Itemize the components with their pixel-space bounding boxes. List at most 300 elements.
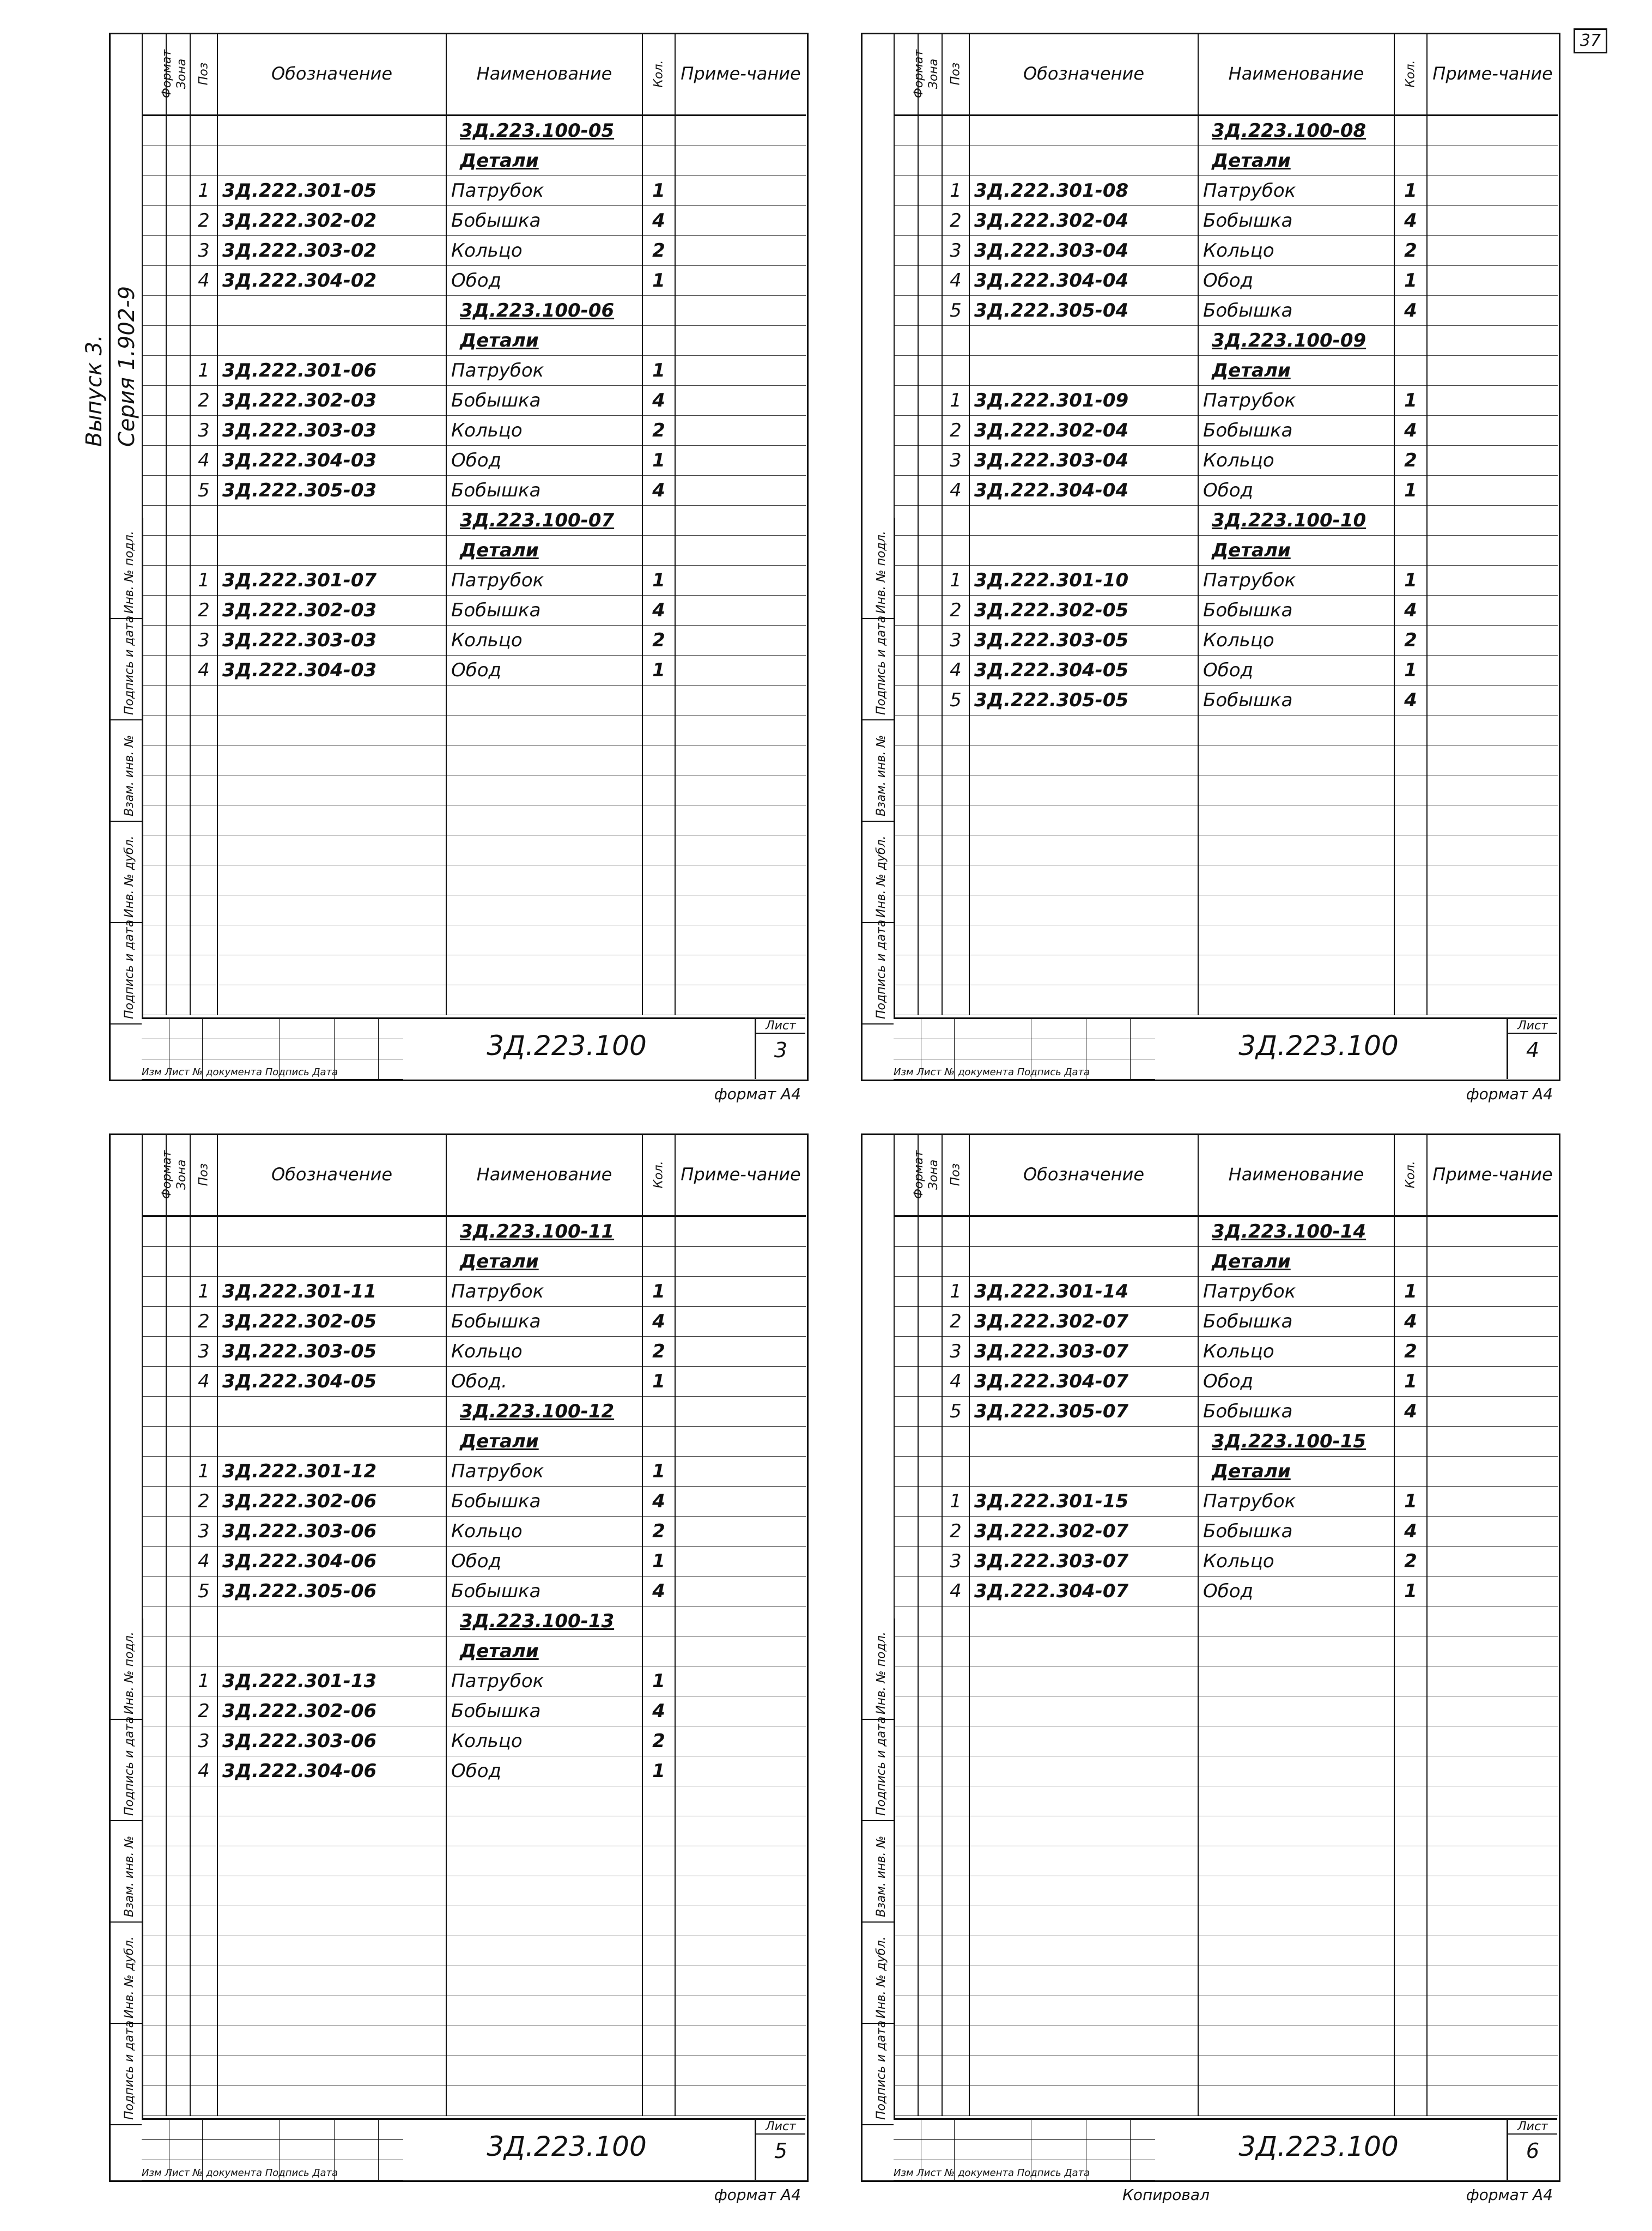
cell-note — [1427, 1487, 1558, 1517]
cell-pos — [190, 326, 217, 356]
cell-qty — [1394, 1936, 1427, 1966]
cell-note — [1427, 1367, 1558, 1397]
cell-designation — [969, 1876, 1198, 1906]
cell-pos — [942, 356, 969, 386]
cell-pos — [942, 1816, 969, 1846]
cell-note — [675, 895, 806, 925]
cell-format — [894, 1307, 918, 1337]
cell-note — [675, 1337, 806, 1367]
cell-zone — [166, 1936, 190, 1966]
cell-note — [675, 146, 806, 176]
table-row — [142, 1517, 806, 1547]
cell-pos — [942, 985, 969, 1015]
cell-designation — [969, 2026, 1198, 2056]
col-header-designation — [217, 33, 446, 116]
cell-name: 3Д.223.100-05 — [446, 116, 642, 146]
approval-cell — [109, 1923, 142, 2024]
cell-qty — [1394, 1696, 1427, 1726]
cell-zone — [918, 1277, 942, 1307]
approval-strip — [861, 518, 895, 1019]
cell-note — [1427, 656, 1558, 686]
cell-format — [142, 566, 166, 596]
cell-format — [894, 116, 918, 146]
cell-pos — [942, 835, 969, 865]
cell-note — [1427, 985, 1558, 1015]
revision-cell — [169, 2120, 203, 2139]
cell-note — [1427, 1786, 1558, 1816]
cell-zone — [918, 1397, 942, 1427]
cell-note — [1427, 925, 1558, 955]
cell-pos: 5 — [942, 296, 969, 326]
cell-qty: 4 — [1394, 686, 1427, 716]
cell-qty: 1 — [642, 656, 675, 686]
cell-designation — [969, 1216, 1198, 1247]
cell-name: Бобышка — [1198, 206, 1394, 236]
cell-name — [1198, 835, 1394, 865]
cell-format — [142, 1307, 166, 1337]
cell-note — [675, 1457, 806, 1487]
col-header-label: Наименование — [476, 1164, 612, 1185]
cell-name — [446, 1966, 642, 1996]
cell-note — [1427, 236, 1558, 266]
cell-designation — [217, 1397, 446, 1427]
cell-designation: 3Д.222.303-02 — [217, 236, 446, 266]
revision-cell — [142, 2140, 169, 2160]
cell-pos: 1 — [190, 356, 217, 386]
cell-format — [894, 656, 918, 686]
cell-designation — [969, 1636, 1198, 1666]
cell-name: Патрубок — [446, 1457, 642, 1487]
cell-zone — [166, 296, 190, 326]
cell-designation: 3Д.222.305-05 — [969, 686, 1198, 716]
table-row — [894, 865, 1558, 895]
cell-format — [894, 236, 918, 266]
table-row — [894, 1277, 1558, 1307]
cell-zone — [918, 686, 942, 716]
table-row — [142, 865, 806, 895]
cell-qty: 1 — [1394, 566, 1427, 596]
cell-pos — [942, 1666, 969, 1696]
table-row — [894, 266, 1558, 296]
approval-label: Инв. № подл. — [874, 531, 888, 614]
col-header-note — [1427, 33, 1558, 116]
cell-qty — [1394, 536, 1427, 566]
cell-designation: 3Д.222.302-04 — [969, 416, 1198, 446]
table-row — [142, 176, 806, 206]
cell-note — [675, 506, 806, 536]
cell-format — [894, 1756, 918, 1786]
cell-designation — [969, 1247, 1198, 1277]
cell-pos — [942, 1996, 969, 2026]
cell-pos: 3 — [942, 236, 969, 266]
approval-cell — [861, 2020, 894, 2125]
cell-qty — [642, 1876, 675, 1906]
cell-note — [675, 1666, 806, 1696]
cell-zone — [918, 206, 942, 236]
cell-qty: 2 — [1394, 1547, 1427, 1577]
cell-qty — [1394, 1906, 1427, 1936]
cell-qty: 1 — [642, 356, 675, 386]
cell-format — [142, 1876, 166, 1906]
cell-designation — [217, 1636, 446, 1666]
format-label: формат А4 — [1466, 1085, 1553, 1103]
table-row — [142, 386, 806, 416]
table-row — [894, 1517, 1558, 1547]
cell-note — [1427, 1247, 1558, 1277]
cell-pos — [190, 1216, 217, 1247]
cell-zone — [918, 1936, 942, 1966]
cell-format — [142, 326, 166, 356]
cell-zone — [918, 1696, 942, 1726]
cell-zone — [166, 176, 190, 206]
cell-name: Бобышка — [446, 1307, 642, 1337]
cell-designation — [969, 1906, 1198, 1936]
cell-note — [675, 835, 806, 865]
cell-name — [1198, 895, 1394, 925]
cell-note — [1427, 1547, 1558, 1577]
cell-qty: 1 — [1394, 1367, 1427, 1397]
col-header-label: Приме-чание — [1432, 1164, 1553, 1185]
col-header-format — [142, 1133, 174, 1216]
cell-pos — [942, 1427, 969, 1457]
cell-name: 3Д.223.100-11 — [446, 1216, 642, 1247]
table-row — [142, 1397, 806, 1427]
cell-name: Патрубок — [446, 1666, 642, 1696]
series-line-2: Серия 1.902-9 — [114, 286, 139, 447]
cell-name — [1198, 1816, 1394, 1846]
table-row — [142, 955, 806, 985]
cell-note — [675, 1247, 806, 1277]
cell-pos — [190, 1906, 217, 1936]
cell-qty — [642, 835, 675, 865]
cell-zone — [918, 1547, 942, 1577]
cell-format — [894, 1966, 918, 1996]
cell-note — [1427, 506, 1558, 536]
cell-pos — [942, 506, 969, 536]
cell-designation: 3Д.222.304-04 — [969, 476, 1198, 506]
table-row — [142, 1216, 806, 1247]
cell-qty — [1394, 1666, 1427, 1696]
approval-label: Взам. инв. № — [123, 735, 136, 816]
cell-note — [1427, 686, 1558, 716]
format-label: формат А4 — [714, 1085, 801, 1103]
col-header-qty — [1394, 33, 1427, 116]
spec-sheet-bottom-left — [109, 1133, 806, 2204]
col-header-label: Зона — [175, 1159, 189, 1190]
cell-format — [894, 2086, 918, 2116]
cell-qty — [1394, 1996, 1427, 2026]
cell-name — [446, 745, 642, 775]
col-header-label: Поз — [197, 62, 211, 85]
cell-note — [675, 955, 806, 985]
table-row — [142, 1966, 806, 1996]
cell-note — [1427, 1966, 1558, 1996]
cell-name: Обод — [1198, 1577, 1394, 1606]
cell-note — [1427, 1816, 1558, 1846]
cell-qty: 4 — [1394, 1517, 1427, 1547]
cell-designation — [969, 1666, 1198, 1696]
cell-designation — [217, 775, 446, 805]
cell-zone — [918, 296, 942, 326]
approval-label: Подпись и дата — [123, 2020, 136, 2120]
cell-name: Бобышка — [1198, 686, 1394, 716]
revision-row — [894, 1019, 1155, 1039]
revision-cell — [1031, 1039, 1086, 1059]
cell-note — [675, 1996, 806, 2026]
table-row — [894, 1397, 1558, 1427]
cell-format — [142, 865, 166, 895]
cell-qty — [1394, 2086, 1427, 2116]
table-row — [142, 895, 806, 925]
cell-name: Бобышка — [446, 1577, 642, 1606]
cell-name: Бобышка — [446, 206, 642, 236]
cell-name — [1198, 805, 1394, 835]
cell-name: Детали — [1198, 1247, 1394, 1277]
cell-name: Патрубок — [1198, 566, 1394, 596]
cell-zone — [166, 536, 190, 566]
cell-note — [675, 296, 806, 326]
cell-name: Обод — [1198, 656, 1394, 686]
cell-format — [142, 1936, 166, 1966]
cell-format — [894, 1216, 918, 1247]
cell-zone — [166, 1247, 190, 1277]
cell-pos — [942, 1726, 969, 1756]
table-row — [142, 1247, 806, 1277]
table-row — [142, 1816, 806, 1846]
table-row — [142, 2026, 806, 2056]
cell-name: 3Д.223.100-15 — [1198, 1427, 1394, 1457]
cell-format — [142, 476, 166, 506]
cell-zone — [166, 416, 190, 446]
cell-pos: 3 — [190, 236, 217, 266]
cell-name — [1198, 775, 1394, 805]
cell-qty — [642, 1966, 675, 1996]
cell-designation: 3Д.222.302-05 — [969, 596, 1198, 626]
cell-format — [894, 416, 918, 446]
cell-name — [1198, 1726, 1394, 1756]
cell-note — [1427, 626, 1558, 656]
cell-format — [142, 1457, 166, 1487]
cell-zone — [166, 716, 190, 745]
cell-note — [675, 985, 806, 1015]
cell-note — [1427, 775, 1558, 805]
sheet-label: Лист — [756, 2120, 805, 2135]
cell-format — [142, 805, 166, 835]
cell-format — [142, 416, 166, 446]
cell-designation — [969, 1996, 1198, 2026]
table-row — [142, 1756, 806, 1786]
cell-designation — [969, 1726, 1198, 1756]
cell-note — [675, 116, 806, 146]
table-row — [142, 626, 806, 656]
cell-name: Кольцо — [1198, 626, 1394, 656]
cell-note — [675, 626, 806, 656]
revision-cell — [203, 2120, 280, 2139]
cell-name — [446, 2086, 642, 2116]
cell-qty: 1 — [642, 176, 675, 206]
cell-designation — [217, 1816, 446, 1846]
cell-note — [1427, 835, 1558, 865]
cell-designation — [217, 716, 446, 745]
table-row — [894, 1577, 1558, 1606]
cell-designation — [969, 1786, 1198, 1816]
cell-pos: 4 — [190, 1756, 217, 1786]
revision-cell — [335, 2120, 379, 2139]
cell-format — [142, 745, 166, 775]
cell-qty: 4 — [642, 1307, 675, 1337]
cell-name: Детали — [1198, 146, 1394, 176]
table-row — [894, 1696, 1558, 1726]
table-row — [894, 1816, 1558, 1846]
cell-qty — [1394, 805, 1427, 835]
table-row — [142, 686, 806, 716]
table-row — [894, 506, 1558, 536]
cell-designation — [217, 1786, 446, 1816]
col-header-label: Зона — [927, 58, 941, 89]
table-row — [142, 1367, 806, 1397]
revision-cell — [955, 1039, 1031, 1059]
cell-designation: 3Д.222.304-06 — [217, 1547, 446, 1577]
cell-format — [142, 1666, 166, 1696]
cell-pos — [190, 1786, 217, 1816]
col-header-label: Обозначение — [1023, 63, 1145, 84]
cell-designation — [217, 1846, 446, 1876]
cell-format — [894, 2026, 918, 2056]
cell-format — [142, 536, 166, 566]
cell-format — [142, 2056, 166, 2086]
cell-designation: 3Д.222.302-03 — [217, 596, 446, 626]
cell-pos: 4 — [942, 266, 969, 296]
cell-zone — [166, 2086, 190, 2116]
cell-zone — [918, 1367, 942, 1397]
cell-pos — [942, 1216, 969, 1247]
cell-name: Детали — [446, 1247, 642, 1277]
cell-format — [894, 985, 918, 1015]
cell-zone — [166, 865, 190, 895]
cell-qty — [642, 955, 675, 985]
cell-qty — [1394, 925, 1427, 955]
cell-zone — [166, 2026, 190, 2056]
cell-format — [142, 1337, 166, 1367]
cell-format — [142, 596, 166, 626]
approval-cell — [861, 1923, 894, 2024]
cell-pos — [942, 1636, 969, 1666]
sheet-label: Лист — [1508, 2120, 1557, 2135]
cell-format — [894, 1457, 918, 1487]
col-header-name — [446, 1133, 642, 1216]
cell-name: 3Д.223.100-08 — [1198, 116, 1394, 146]
cell-format — [142, 775, 166, 805]
table-row — [894, 1427, 1558, 1457]
cell-name: 3Д.223.100-09 — [1198, 326, 1394, 356]
cell-designation — [217, 955, 446, 985]
cell-designation — [217, 1906, 446, 1936]
cell-pos — [190, 955, 217, 985]
col-header-pos — [190, 1133, 217, 1216]
cell-note — [675, 1936, 806, 1966]
cell-note — [1427, 1996, 1558, 2026]
cell-designation: 3Д.222.301-05 — [217, 176, 446, 206]
cell-designation: 3Д.222.303-05 — [969, 626, 1198, 656]
table-row — [894, 2026, 1558, 2056]
cell-qty — [642, 1816, 675, 1846]
cell-pos — [942, 116, 969, 146]
approval-label: Взам. инв. № — [874, 735, 888, 816]
table-row — [894, 236, 1558, 266]
cell-name: Бобышка — [1198, 416, 1394, 446]
col-header-label: Приме-чание — [681, 1164, 801, 1185]
cell-name: Обод — [446, 656, 642, 686]
cell-pos: 3 — [190, 626, 217, 656]
cell-qty — [642, 775, 675, 805]
cell-format — [894, 446, 918, 476]
cell-note — [1427, 1906, 1558, 1936]
cell-designation — [217, 865, 446, 895]
cell-format — [894, 1277, 918, 1307]
cell-pos: 1 — [942, 566, 969, 596]
cell-designation: 3Д.222.304-05 — [217, 1367, 446, 1397]
col-header-label: Наименование — [476, 63, 612, 84]
cell-qty — [1394, 955, 1427, 985]
cell-designation — [217, 1247, 446, 1277]
cell-name: Патрубок — [446, 566, 642, 596]
table-row — [894, 326, 1558, 356]
table-row — [894, 386, 1558, 416]
col-header-label: Зона — [175, 58, 189, 89]
cell-qty — [642, 296, 675, 326]
col-header-format — [894, 1133, 926, 1216]
col-header-format — [142, 33, 174, 116]
cell-qty — [642, 1996, 675, 2026]
cell-qty — [1394, 895, 1427, 925]
cell-note — [1427, 2086, 1558, 2116]
cell-note — [1427, 476, 1558, 506]
cell-note — [675, 1367, 806, 1397]
cell-designation: 3Д.222.304-04 — [969, 266, 1198, 296]
revision-cell — [894, 2140, 921, 2160]
cell-pos: 3 — [190, 1337, 217, 1367]
table-row — [894, 1636, 1558, 1666]
revision-row — [142, 2120, 403, 2140]
cell-qty: 4 — [1394, 206, 1427, 236]
cell-note — [675, 1696, 806, 1726]
header-row — [894, 33, 1558, 116]
table-row — [142, 116, 806, 146]
cell-qty: 1 — [1394, 656, 1427, 686]
revision-cell — [335, 1039, 379, 1059]
col-header-designation — [217, 1133, 446, 1216]
cell-designation: 3Д.222.301-13 — [217, 1666, 446, 1696]
table-row — [894, 1786, 1558, 1816]
col-header-note — [675, 1133, 806, 1216]
cell-note — [1427, 1216, 1558, 1247]
cell-qty: 4 — [642, 386, 675, 416]
cell-note — [1427, 1726, 1558, 1756]
cell-zone — [166, 596, 190, 626]
table-row — [894, 1487, 1558, 1517]
cell-note — [675, 1966, 806, 1996]
spec-sheet-top-left — [109, 33, 806, 1103]
cell-name: Бобышка — [446, 476, 642, 506]
cell-note — [1427, 1307, 1558, 1337]
cell-note — [1427, 536, 1558, 566]
cell-designation: 3Д.222.303-03 — [217, 416, 446, 446]
cell-name: Патрубок — [446, 356, 642, 386]
revision-cell — [955, 1019, 1031, 1039]
cell-designation — [969, 1696, 1198, 1726]
col-header-label: Кол. — [652, 1160, 666, 1189]
table-row — [894, 985, 1558, 1015]
